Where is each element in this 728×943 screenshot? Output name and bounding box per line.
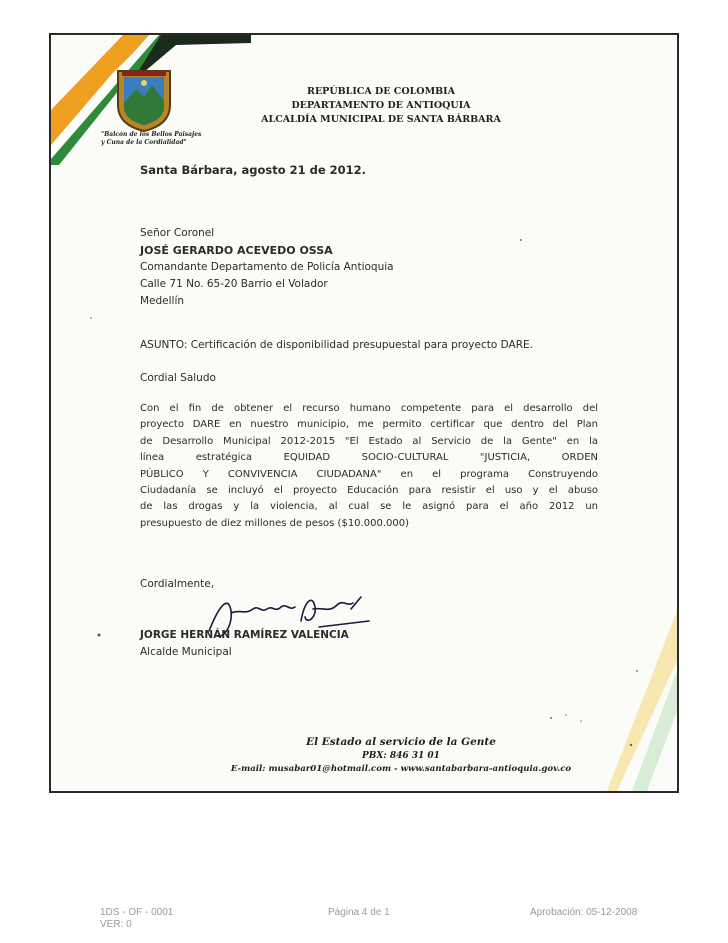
letter-closing: Cordialmente,: [140, 578, 215, 590]
letterhead-line-2: DEPARTAMENTO DE ANTIOQUIA: [291, 100, 471, 111]
body-line: Ciudadanía se incluyó el proyecto Educación para resistir el uso y el abuso: [140, 485, 598, 497]
recipient-city: Medellín: [140, 295, 185, 307]
recipient-position: Comandante Departamento de Policía Antioquia: [140, 261, 394, 273]
footer-contact: E-mail: musabar01@hotmail.com - www.santabarbara-antioquia.gov.co: [230, 764, 572, 774]
body-line: de las drogas y la violencia, al cual se le asignó para el año 2012 un: [140, 501, 598, 513]
approval-date: Aprobación: 05-12-2008: [530, 907, 638, 918]
document-code: [100, 907, 173, 931]
letterhead-line-1: REPÚBLICA DE COLOMBIA: [307, 86, 455, 97]
letter-subject: ASUNTO: Certificación de disponibilidad presupuestal para proyecto DARE.: [140, 339, 533, 351]
recipient-name: JOSÉ GERARDO ACEVEDO OSSA: [140, 244, 333, 257]
letter-date: Santa Bárbara, agosto 21 de 2012.: [140, 163, 367, 177]
letterhead-line-3: ALCALDÍA MUNICIPAL DE SANTA BÁRBARA: [261, 114, 501, 125]
body-line: de Desarrollo Municipal 2012-2015 "El Estado al Servicio de la Gente" en la: [140, 435, 598, 447]
recipient-title: Señor Coronel: [140, 227, 215, 239]
footer-phone: PBX: 846 31 01: [362, 751, 440, 761]
body-line: presupuesto de diez millones de pesos ($10.000.000): [140, 517, 409, 529]
document-version: VER: 0: [100, 919, 132, 930]
motto-line-1: "Balcón de los Bellos Paisajes: [101, 131, 202, 138]
body-line: proyecto DARE en nuestro municipio, me permito certificar que dentro del Plan: [140, 419, 598, 431]
signer-title: Alcalde Municipal: [140, 646, 232, 658]
motto-line-2: y Cuna de la Cordialidad": [101, 139, 187, 146]
body-line: PÚBLICO Y CONVIVENCIA CIUDADANA" en el programa Construyendo: [140, 468, 598, 480]
body-line: Con el fin de obtener el recurso humano competente para el desarrollo del: [140, 403, 598, 414]
signer-name: JORGE HERNÁN RAMÍREZ VALENCIA: [140, 629, 349, 641]
page-number: Página 4 de 1: [328, 907, 390, 918]
document-code-value: 1DS - OF - 0001: [100, 907, 174, 918]
body-line: línea estratégica EQUIDAD SOCIO-CULTURAL "JUSTICIA, ORDEN: [140, 452, 598, 464]
scanned-letter: [49, 33, 679, 793]
scan-specks: [51, 35, 679, 793]
recipient-address: Calle 71 No. 65-20 Barrio el Volador: [140, 278, 328, 290]
footer-slogan: El Estado al servicio de la Gente: [306, 736, 496, 748]
letter-greeting: Cordial Saludo: [140, 372, 216, 384]
